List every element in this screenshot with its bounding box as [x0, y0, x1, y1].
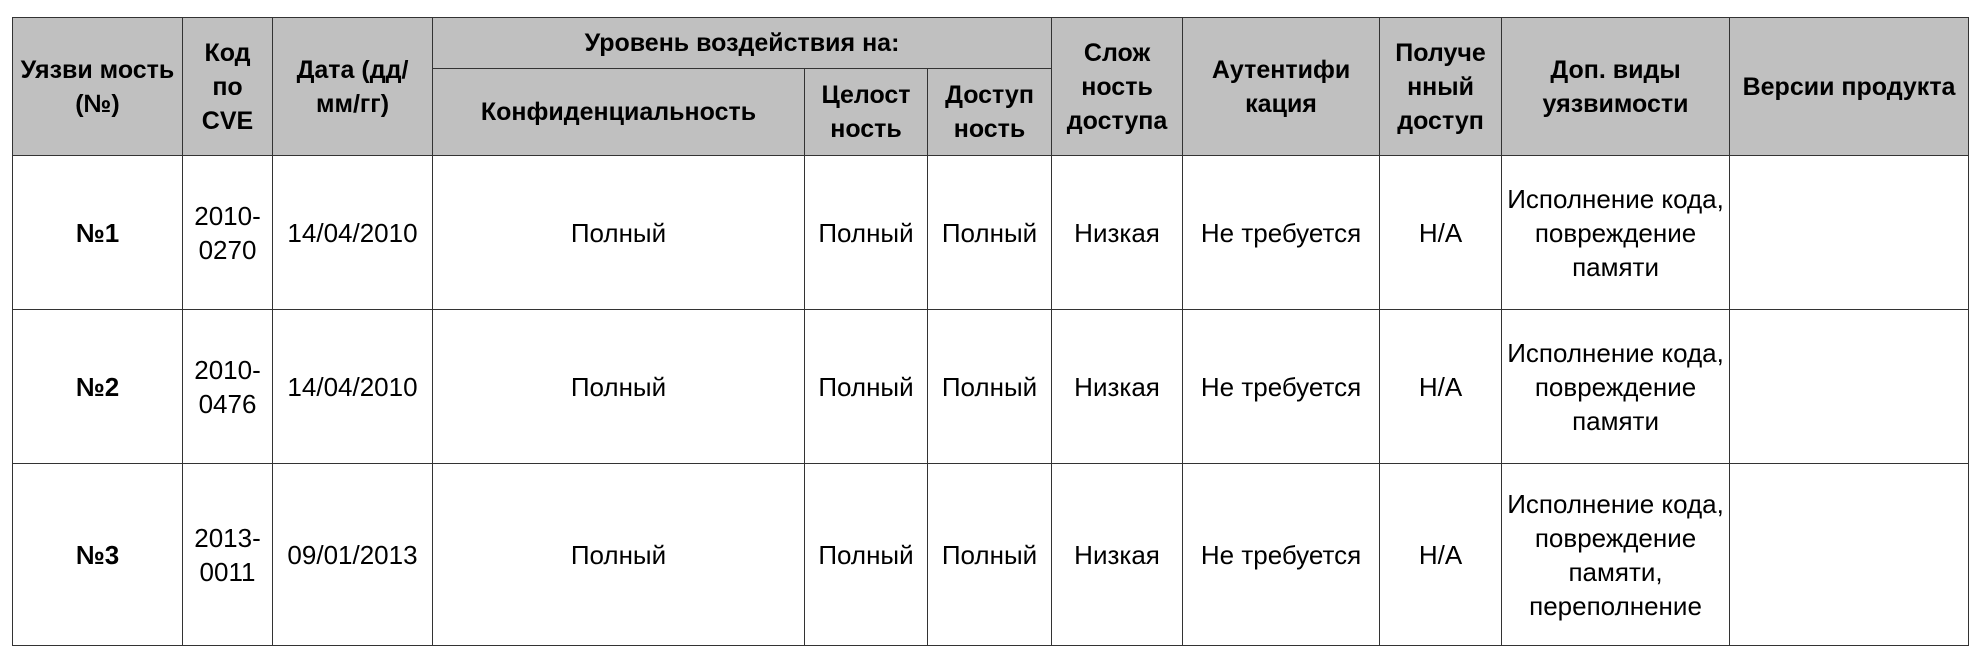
- cell-complexity: Низкая: [1052, 464, 1183, 646]
- header-impact-group: Уровень воздействия на:: [433, 18, 1052, 69]
- header-access-gained: Получе нный доступ: [1380, 18, 1502, 156]
- cell-date: 14/04/2010: [273, 310, 433, 464]
- cell-integrity: Полный: [805, 464, 928, 646]
- cell-integrity: Полный: [805, 310, 928, 464]
- cell-versions: [1730, 464, 1969, 646]
- cell-date: 09/01/2013: [273, 464, 433, 646]
- cell-vuln-number: №2: [13, 310, 183, 464]
- table-row: [13, 156, 1969, 310]
- cell-vuln-number: №1: [13, 156, 183, 310]
- cell-confidentiality: Полный: [433, 464, 805, 646]
- cell-versions: [1730, 310, 1969, 464]
- header-integrity: Целост ность: [805, 69, 928, 156]
- cell-extra-types: Исполнение кода, повреждение памяти: [1502, 310, 1730, 464]
- header-extra-types: Доп. виды уязвимости: [1502, 18, 1730, 156]
- vulnerability-table: [12, 17, 1969, 646]
- header-complexity: Слож ность доступа: [1052, 18, 1183, 156]
- cell-availability: Полный: [928, 156, 1052, 310]
- cell-cve: 2010- 0476: [183, 310, 273, 464]
- cell-complexity: Низкая: [1052, 310, 1183, 464]
- cell-confidentiality: Полный: [433, 310, 805, 464]
- cell-integrity: Полный: [805, 156, 928, 310]
- cell-cve: 2013- 0011: [183, 464, 273, 646]
- cell-versions: [1730, 156, 1969, 310]
- cell-availability: Полный: [928, 464, 1052, 646]
- header-authentication: Аутентифи кация: [1183, 18, 1380, 156]
- vulnerability-table-container: [12, 17, 1969, 646]
- header-availability: Доступ ность: [928, 69, 1052, 156]
- cell-vuln-number: №3: [13, 464, 183, 646]
- cell-authentication: Не требуется: [1183, 156, 1380, 310]
- cell-confidentiality: Полный: [433, 156, 805, 310]
- cell-access-gained: Н/А: [1380, 464, 1502, 646]
- header-confidentiality: Конфиденциальность: [433, 69, 805, 156]
- cell-authentication: Не требуется: [1183, 310, 1380, 464]
- table-row: [13, 464, 1969, 646]
- cell-cve: 2010- 0270: [183, 156, 273, 310]
- cell-access-gained: Н/А: [1380, 310, 1502, 464]
- cell-access-gained: Н/А: [1380, 156, 1502, 310]
- header-row-top: [13, 18, 1969, 69]
- table-row: [13, 310, 1969, 464]
- header-versions: Версии продукта: [1730, 18, 1969, 156]
- cell-extra-types: Исполнение кода, повреждение памяти, переполнение: [1502, 464, 1730, 646]
- header-cve: Код по CVE: [183, 18, 273, 156]
- cell-authentication: Не требуется: [1183, 464, 1380, 646]
- cell-availability: Полный: [928, 310, 1052, 464]
- header-vuln: Уязви мость (№): [13, 18, 183, 156]
- cell-date: 14/04/2010: [273, 156, 433, 310]
- cell-extra-types: Исполнение кода, повреждение памяти: [1502, 156, 1730, 310]
- cell-complexity: Низкая: [1052, 156, 1183, 310]
- header-date: Дата (дд/ мм/гг): [273, 18, 433, 156]
